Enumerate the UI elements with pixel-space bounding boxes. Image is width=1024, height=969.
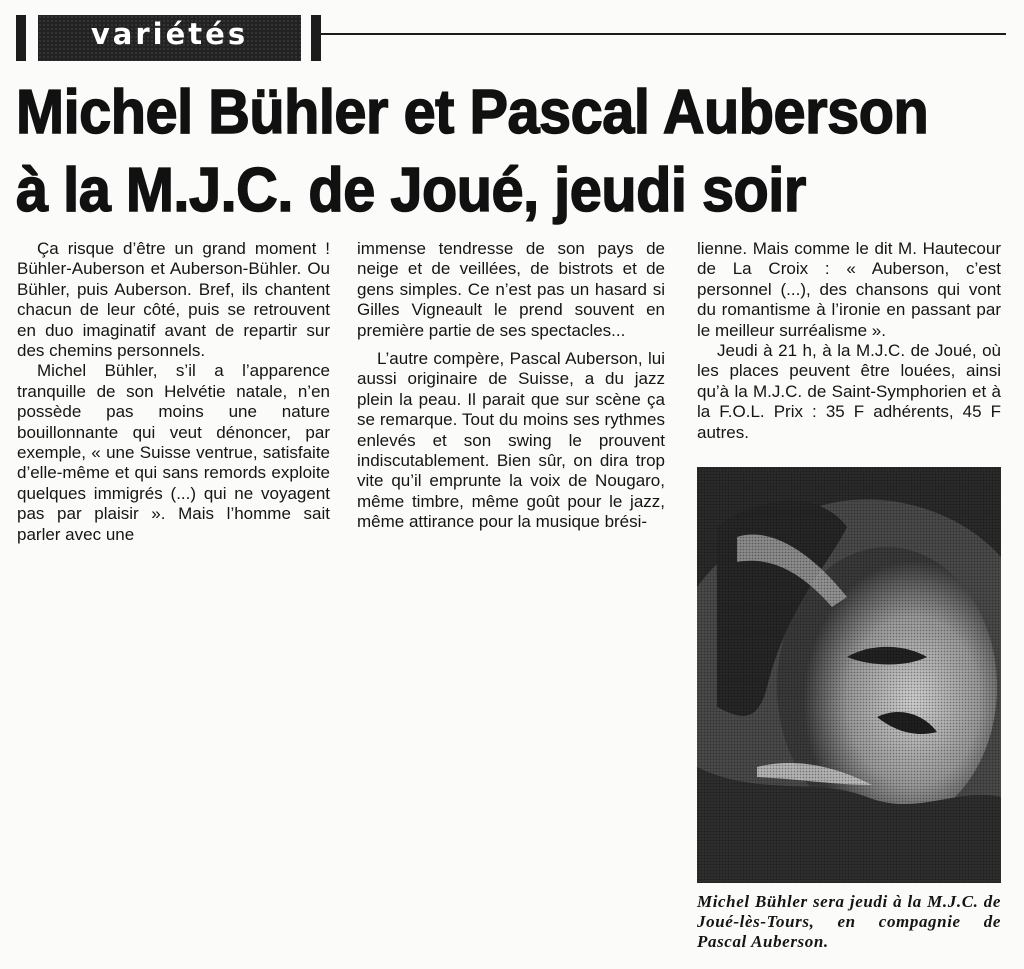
portrait-image-icon xyxy=(697,467,1001,883)
paragraph-3-continued: lienne. Mais comme le dit M. Hautecour de La Croix : « Auberson, c’est personnel (...), des chansons qui vont du romantisme à l’ironie en passant par le meilleur surréalisme ». xyxy=(697,239,1001,340)
headline xyxy=(16,74,946,230)
paragraph-2-continued: immense tendresse de son pays de neige et de veillées, de bistrots et de gens simples. Ce n’est pas un hasard si Gilles Vigneault le prend souvent en première partie de ses spectacles... xyxy=(357,239,665,340)
rubric-label-box xyxy=(38,15,301,61)
article-column-2 xyxy=(357,239,665,533)
paragraph-1: Ça risque d’être un grand moment ! Bühler-Auberson et Auberson-Bühler. Ou Bühler, puis Auberson. Bref, ils chantent chacun de leur côté, puis se retrouvent en duo imaginatif avant de repartir sur des chemins personnels. xyxy=(17,239,330,361)
rubric-rule xyxy=(321,33,1006,35)
headline-line-2: à la M.J.C. de Joué, jeudi soir xyxy=(16,156,806,225)
headline-line-1: Michel Bühler et Pascal Auberson xyxy=(16,78,929,147)
rubric-bar-right xyxy=(311,15,321,61)
section-rubric xyxy=(16,15,1024,61)
paragraph-4: Jeudi à 21 h, à la M.J.C. de Joué, où les places peuvent être louées, ainsi qu’à la M.J.C. de Saint-Symphorien et à la F.O.L. Prix : 35 F adhérents, 45 F autres. xyxy=(697,341,1001,442)
paragraph-3: L’autre compère, Pascal Auberson, lui aussi originaire de Suisse, a du jazz plein la peau. Il parait que sur scène ça se remarque. Tout du moins ses rythmes enlevés et son swing le prouvent indiscutablement. Bien sûr, on dira trop vite qu’il emprunte la voix de Nougaro, même timbre, même goût pour le jazz, même attirance pour la musique brési- xyxy=(357,349,665,532)
rubric-label: variétés xyxy=(90,17,249,51)
article-column-3 xyxy=(697,239,1001,443)
paragraph-2: Michel Bühler, s’il a l’apparence tranquille de son Helvétie natale, n’en possède pas moins une nature bouillonnante qui veut dénoncer, par exemple, « une Suisse ventrue, satisfaite d’elle-même et qui sans remords exploite quelques immigrés (...) qui ne voyagent pas par plaisir ». Mais l’homme sait parler avec une xyxy=(17,361,330,544)
photo-caption: Michel Bühler sera jeudi à la M.J.C. de Joué-lès-Tours, en compagnie de Pascal Auberson. xyxy=(697,892,1001,951)
article-column-1 xyxy=(17,239,330,545)
portrait-photo xyxy=(697,467,1001,883)
rubric-bar-left xyxy=(16,15,26,61)
